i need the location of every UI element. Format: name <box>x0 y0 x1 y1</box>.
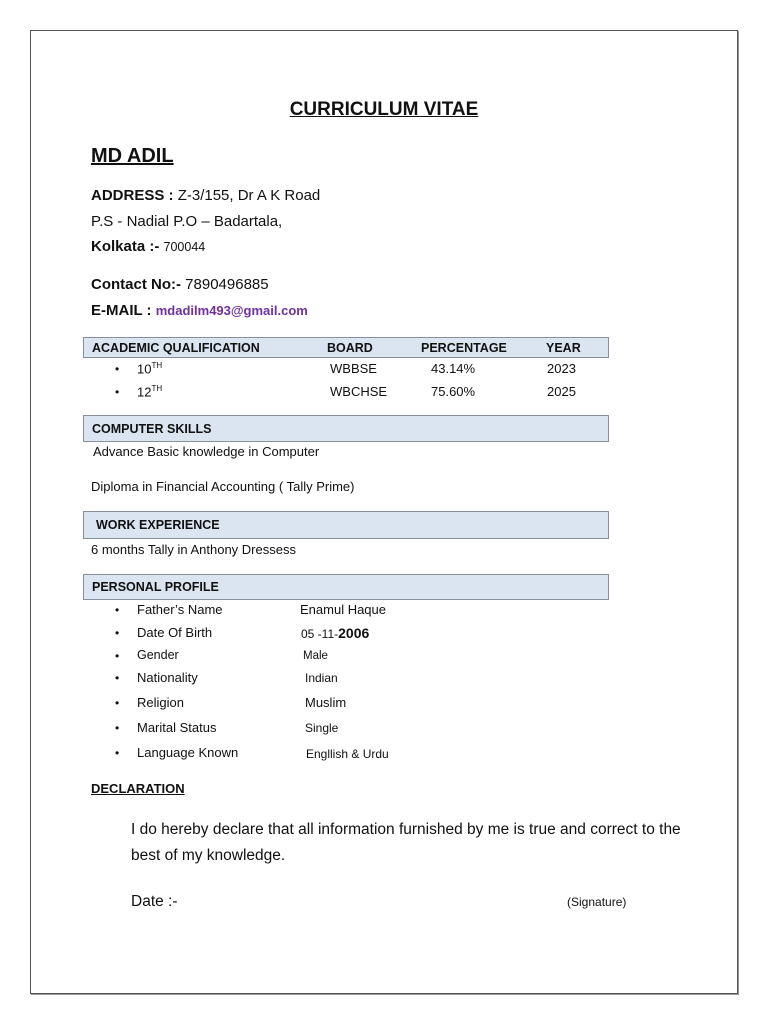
profile-label-religion: Religion <box>137 695 184 710</box>
academic-header-year: YEAR <box>546 340 581 355</box>
academic-header-board: BOARD <box>327 340 373 355</box>
profile-label-fathers-name: Father’s Name <box>137 602 223 617</box>
address-line-1 <box>91 187 320 204</box>
declaration-header: DECLARATION <box>91 781 185 796</box>
list-bullet: • <box>115 721 120 735</box>
list-bullet: • <box>115 696 120 710</box>
profile-value-gender: Male <box>303 650 328 662</box>
computer-skill-item: Diploma in Financial Accounting ( Tally Prime) <box>91 479 355 494</box>
academic-board-12: WBCHSE <box>330 384 388 399</box>
signature-label: (Signature) <box>567 895 627 909</box>
cv-page <box>30 30 738 994</box>
work-experience-header-bar <box>83 511 609 539</box>
profile-label-language-known: Language Known <box>137 745 239 760</box>
email-address: mdadilm493@gmail.com <box>155 303 308 318</box>
personal-profile-header: PERSONAL PROFILE <box>92 580 219 594</box>
personal-profile-header-bar <box>83 574 609 600</box>
work-experience-item: 6 months Tally in Anthony Dressess <box>91 542 296 557</box>
cv-title: CURRICULUM VITAE <box>289 99 479 120</box>
pin-code: 700044 <box>163 240 206 254</box>
profile-value-religion: Muslim <box>305 695 347 710</box>
date-label: Date :- <box>131 893 178 910</box>
academic-header-percentage: PERCENTAGE <box>421 340 507 355</box>
academic-percentage-12: 75.60% <box>431 384 476 399</box>
list-bullet: • <box>115 649 120 663</box>
list-bullet: • <box>115 671 120 685</box>
email-line <box>91 302 308 319</box>
computer-skills-header-bar <box>83 415 609 442</box>
profile-label-date-of-birth: Date Of Birth <box>137 625 213 640</box>
work-experience-header: WORK EXPERIENCE <box>96 518 220 532</box>
profile-value-marital-status: Single <box>305 721 339 735</box>
profile-label-marital-status: Marital Status <box>137 720 217 735</box>
address-line-3 <box>91 238 205 255</box>
profile-value-nationality: Indian <box>305 671 338 685</box>
address-line-2: P.S - Nadial P.O – Badartala, <box>91 213 283 230</box>
candidate-name: MD ADIL <box>91 145 174 167</box>
contact-label: Contact No:- <box>91 276 181 293</box>
profile-value-language-known: Engllish & Urdu <box>306 747 389 761</box>
academic-header-bar <box>83 337 609 358</box>
profile-value-date-of-birth: 05 -11-2006 <box>301 625 370 641</box>
academic-board-10: WBBSE <box>330 361 377 376</box>
address-street: Z-3/155, Dr A K Road <box>177 187 321 204</box>
list-bullet: • <box>115 385 120 399</box>
city-label: Kolkata :- <box>91 238 160 255</box>
contact-number: 7890496885 <box>185 276 269 293</box>
academic-percentage-10: 43.14% <box>431 361 476 376</box>
academic-qualification-12: 12TH <box>137 384 163 400</box>
address-label: ADDRESS : <box>91 187 174 204</box>
profile-value-fathers-name: Enamul Haque <box>300 602 386 617</box>
list-bullet: • <box>115 746 120 760</box>
declaration-text: I do hereby declare that all information furnished by me is true and correct to the best of my knowledge. <box>131 821 681 864</box>
list-bullet: • <box>115 603 120 617</box>
academic-qualification-10: 10TH <box>137 361 163 377</box>
computer-skills-header: COMPUTER SKILLS <box>92 421 212 436</box>
profile-label-nationality: Nationality <box>137 670 198 685</box>
academic-year-10: 2023 <box>547 361 576 376</box>
computer-skill-item: Advance Basic knowledge in Computer <box>93 444 320 459</box>
academic-year-12: 2025 <box>547 384 576 399</box>
email-label: E-MAIL : <box>91 302 152 319</box>
profile-label-gender: Gender <box>137 648 179 662</box>
academic-header-qualification: ACADEMIC QUALIFICATION <box>92 340 260 355</box>
list-bullet: • <box>115 626 120 640</box>
contact-line <box>91 276 269 293</box>
list-bullet: • <box>115 362 120 376</box>
